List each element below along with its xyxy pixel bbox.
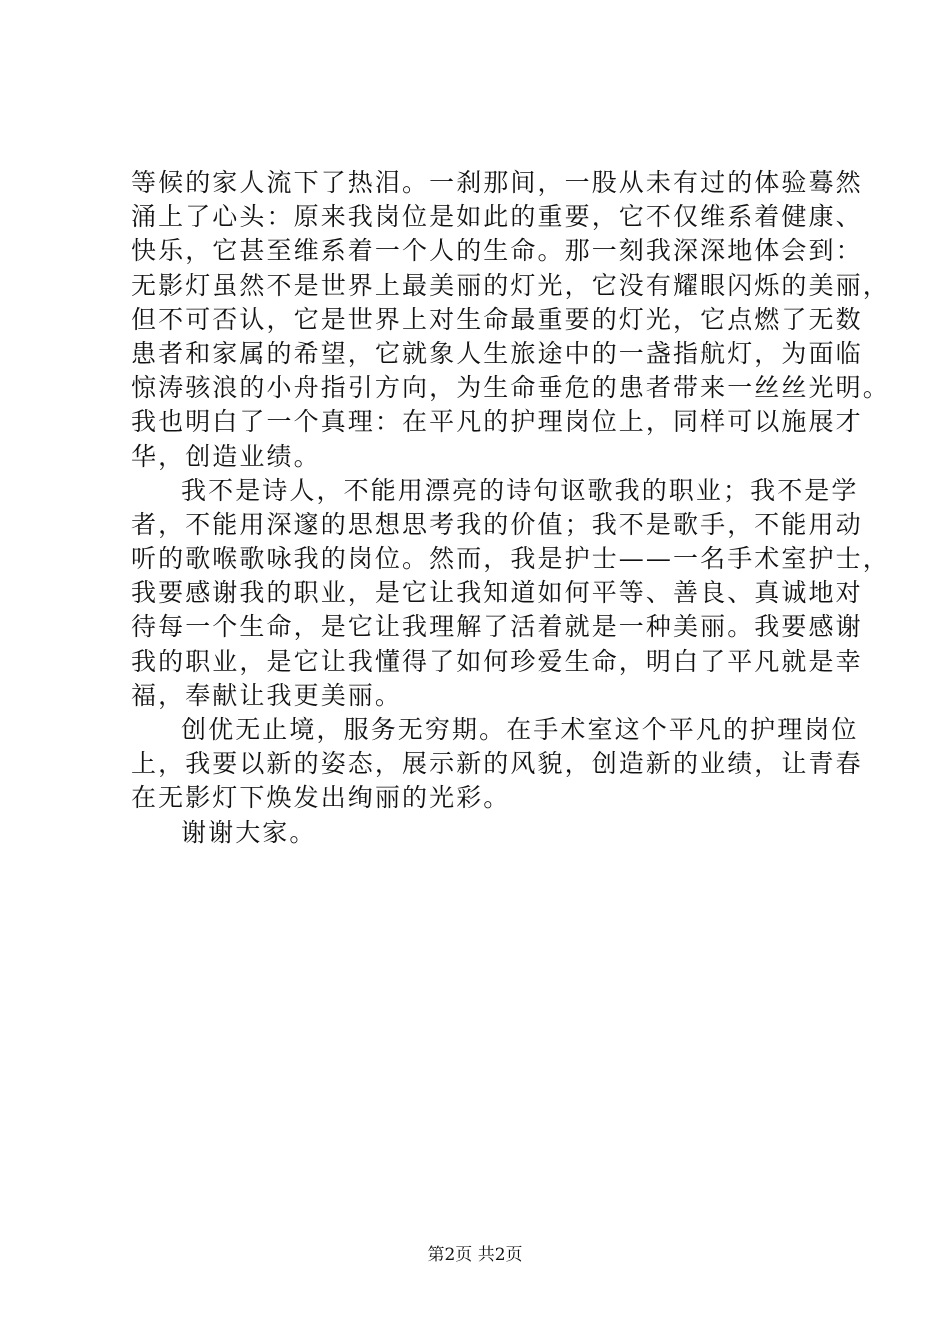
text-line: 华，创造业绩。 bbox=[131, 441, 321, 471]
text-line: 上，我要以新的姿态，展示新的风貌，创造新的业绩，让青春 bbox=[131, 749, 863, 779]
text-line: 快乐，它甚至维系着一个人的生命。那一刻我深深地体会到： bbox=[131, 236, 863, 266]
text-line: 福，奉献让我更美丽。 bbox=[131, 680, 403, 710]
paragraph-first-line: 我不是诗人，不能用漂亮的诗句讴歌我的职业；我不是学 bbox=[181, 475, 859, 505]
text-line: 惊涛骇浪的小舟指引方向，为生命垂危的患者带来一丝丝光明。 bbox=[131, 373, 890, 403]
text-line: 听的歌喉歌咏我的岗位。然而，我是护士——一名手术室护士， bbox=[131, 544, 890, 574]
text-line: 涌上了心头：原来我岗位是如此的重要，它不仅维系着健康、 bbox=[131, 202, 863, 232]
text-line: 在无影灯下焕发出绚丽的光彩。 bbox=[131, 783, 511, 813]
text-line: 我的职业，是它让我懂得了如何珍爱生命，明白了平凡就是幸 bbox=[131, 646, 863, 676]
text-line: 但不可否认，它是世界上对生命最重要的灯光，它点燃了无数 bbox=[131, 304, 863, 334]
body-text bbox=[131, 166, 890, 850]
text-line: 我也明白了一个真理：在平凡的护理岗位上，同样可以施展才 bbox=[131, 407, 863, 437]
text-line: 无影灯虽然不是世界上最美丽的灯光，它没有耀眼闪烁的美丽， bbox=[131, 270, 890, 300]
closing-line: 谢谢大家。 bbox=[181, 817, 317, 847]
page-number-footer: 第2页 共2页 bbox=[427, 1245, 523, 1265]
text-line: 者，不能用深邃的思想思考我的价值；我不是歌手，不能用动 bbox=[131, 509, 863, 539]
text-line: 患者和家属的希望，它就象人生旅途中的一盏指航灯，为面临 bbox=[131, 338, 863, 368]
paragraph-first-line: 创优无止境，服务无穷期。在手术室这个平凡的护理岗位 bbox=[181, 715, 859, 744]
text-line: 待每一个生命，是它让我理解了活着就是一种美丽。我要感谢 bbox=[131, 612, 863, 642]
text-line: 我要感谢我的职业，是它让我知道如何平等、善良、真诚地对 bbox=[131, 578, 863, 608]
text-line: 等候的家人流下了热泪。一刹那间，一股从未有过的体验蓦然 bbox=[131, 168, 863, 197]
